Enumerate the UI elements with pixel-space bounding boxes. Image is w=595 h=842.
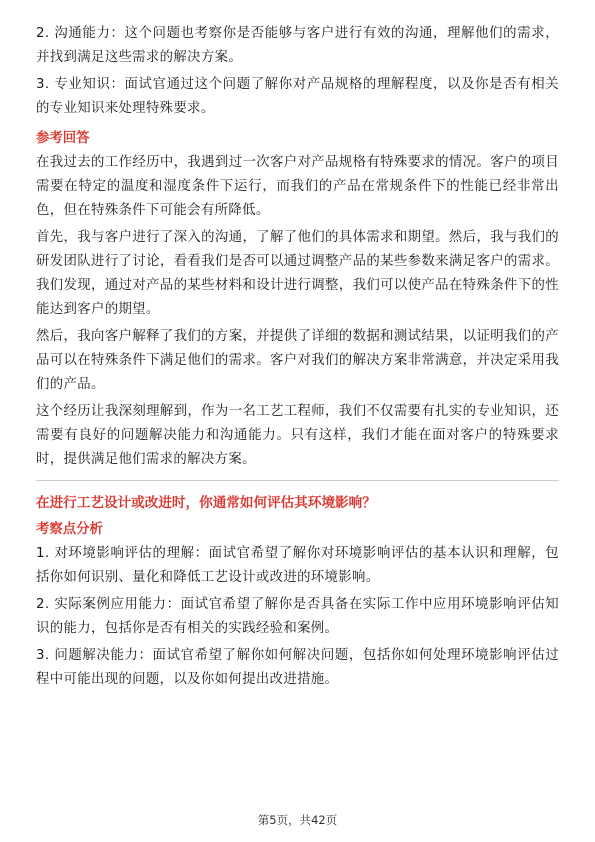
answer-paragraph-4: 这个经历让我深刻理解到，作为一名工艺工程师，我们不仅需要有扎实的专业知识，还需要有良好的问题解决能力和沟通能力。只有这样，我们才能在面对客户的特殊要求时，提供满足他们需求的解决方案。 (36, 404, 559, 467)
answer-heading: 参考回答 (36, 131, 90, 146)
answer-paragraph-2: 首先，我与客户进行了深入的沟通，了解了他们的具体需求和期望。然后，我与我们的研发团队进行了讨论，看看我们是否可以通过调整产品的某些参数来满足客户的需求。我们发现，通过对产品的某些材料和设计进行调整，我们可以使产品在特殊条件下的性能达到客户的期望。 (36, 230, 559, 317)
answer-paragraph-3: 然后，我向客户解释了我们的方案，并提供了详细的数据和测试结果，以证明我们的产品可以在特殊条件下满足他们的需求。客户对我们的解决方案非常满意，并决定采用我们的产品。 (36, 329, 559, 392)
page-content (36, 22, 559, 692)
analysis-point-3: 3. 问题解决能力：面试官希望了解你如何解决问题，包括你如何处理环境影响评估过程中可能出现的问题，以及你如何提出改进措施。 (36, 648, 559, 687)
analysis-point-2: 2. 实际案例应用能力：面试官希望了解你是否具备在实际工作中应用环境影响评估知识的能力，包括你是否有相关的实践经验和案例。 (36, 597, 559, 636)
question-title: 在进行工艺设计或改进时，你通常如何评估其环境影响？ (36, 495, 376, 511)
top-point-communication: 2. 沟通能力：这个问题也考察你是否能够与客户进行有效的沟通，理解他们的需求，并找到满足这些需求的解决方案。 (36, 26, 559, 65)
top-point-expertise: 3. 专业知识：面试官通过这个问题了解你对产品规格的理解程度，以及你是否有相关的专业知识来处理特殊要求。 (36, 77, 559, 116)
page-number-footer: 第5页，共42页 (257, 813, 338, 827)
analysis-heading: 考察点分析 (36, 522, 103, 537)
section-divider (36, 480, 559, 481)
analysis-point-1: 1. 对环境影响评估的理解：面试官希望了解你对环境影响评估的基本认识和理解，包括你如何识别、量化和降低工艺设计或改进的环境影响。 (36, 546, 559, 585)
answer-paragraph-1: 在我过去的工作经历中，我遇到过一次客户对产品规格有特殊要求的情况。客户的项目需要在特定的温度和湿度条件下运行，而我们的产品在常规条件下的性能已经非常出色，但在特殊条件下可能会有所降低。 (36, 155, 559, 218)
